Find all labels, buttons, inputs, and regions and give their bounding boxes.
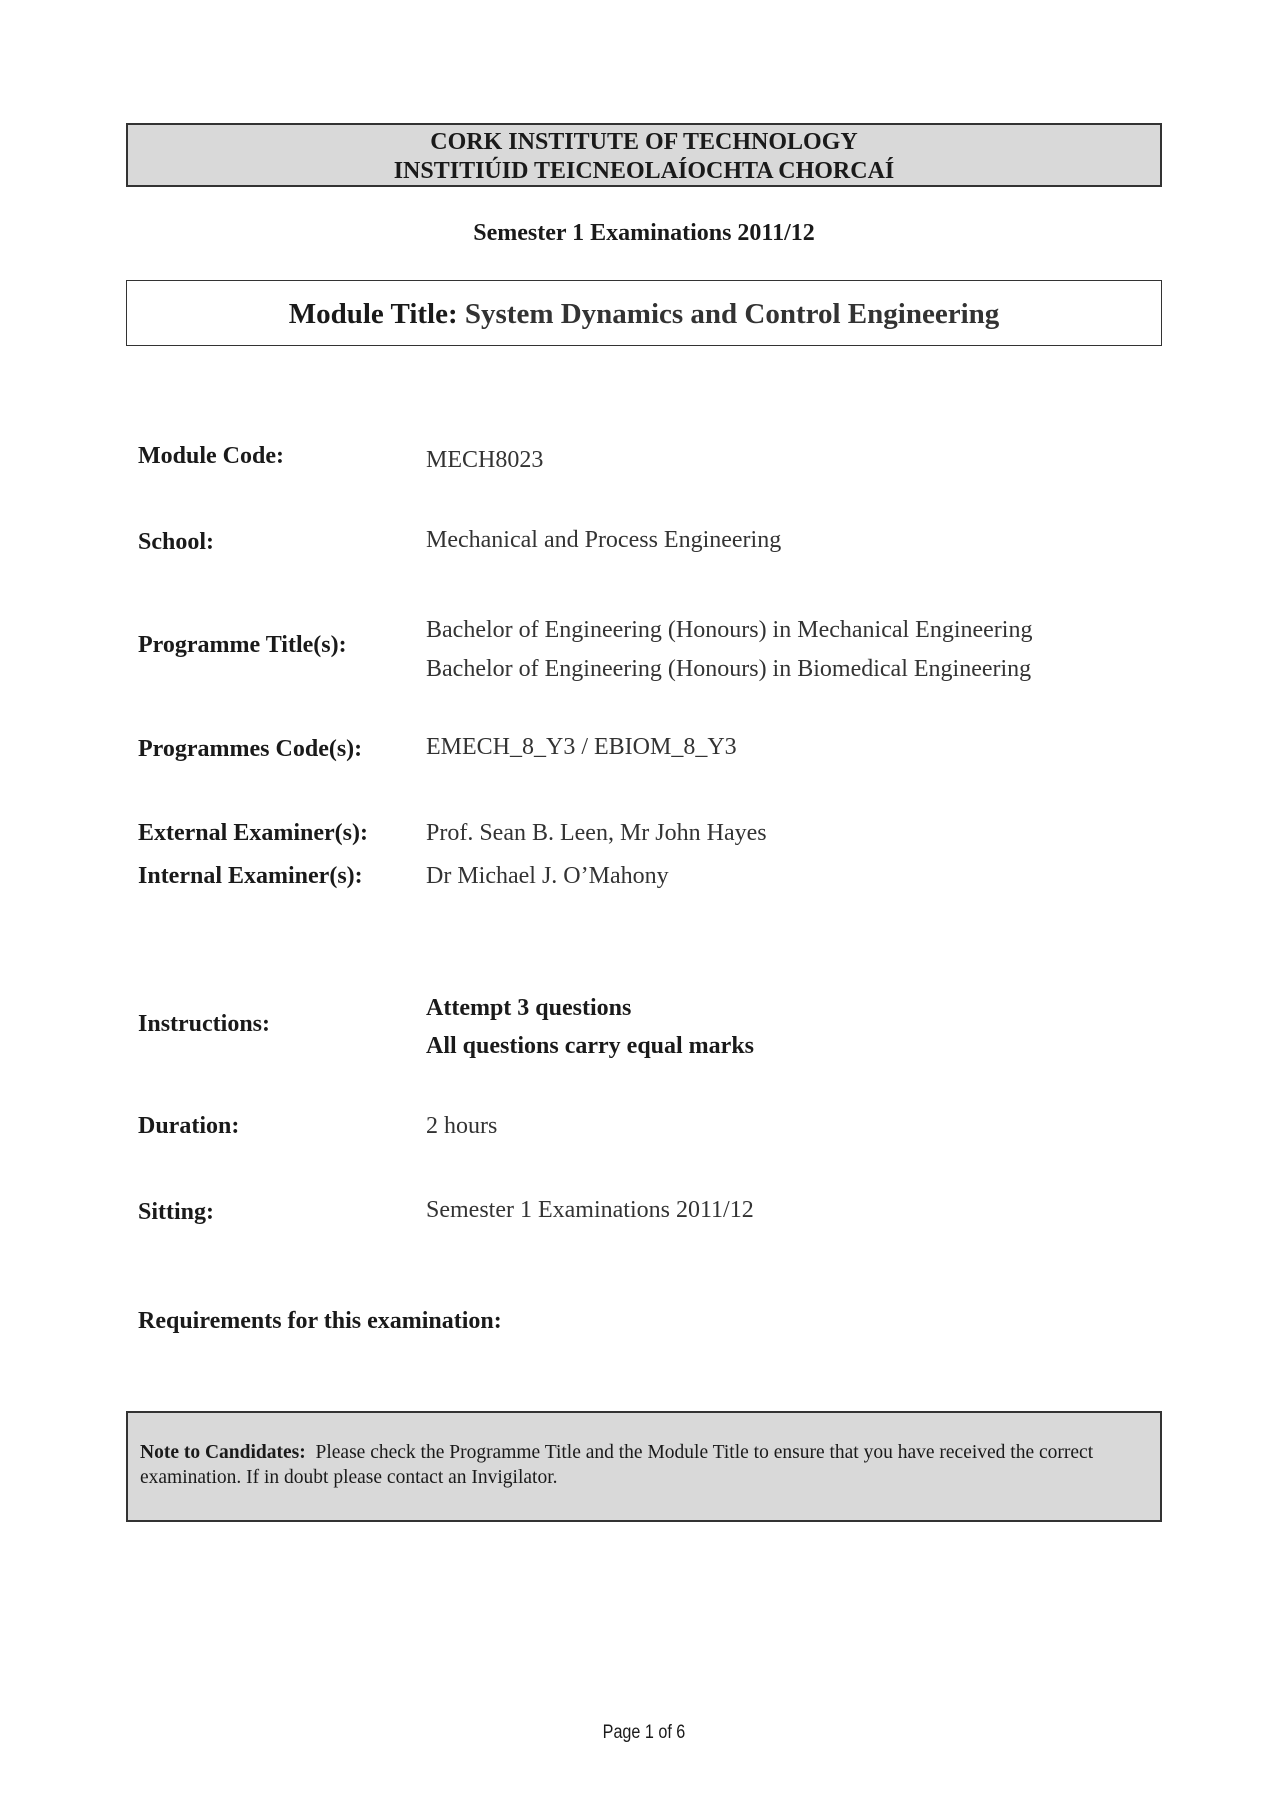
programme-titles-label: Programme Title(s): [138, 632, 347, 658]
external-examiners-label: External Examiner(s): [138, 820, 368, 846]
school-value: Mechanical and Process Engineering [426, 527, 782, 553]
module-title-label: Module Title: [288, 298, 458, 330]
instructions-label: Instructions: [138, 1011, 271, 1037]
instruction-1: Attempt 3 questions [426, 995, 632, 1021]
instruction-2: All questions carry equal marks [426, 1033, 755, 1059]
note-label: Note to Candidates: [140, 1442, 306, 1463]
institution-name-irish: INSTITIÚID TEICNEOLAÍOCHTA CHORCAÍ [393, 158, 895, 184]
module-code-label: Module Code: [138, 443, 284, 469]
programme-title-1: Bachelor of Engineering (Honours) in Mechanical Engineering [426, 617, 1033, 643]
module-title-box [126, 280, 1162, 346]
note-to-candidates-box [126, 1411, 1162, 1522]
duration-value: 2 hours [426, 1113, 498, 1139]
programme-codes-value: EMECH_8_Y3 / EBIOM_8_Y3 [426, 734, 737, 760]
duration-label: Duration: [138, 1113, 240, 1139]
programme-codes-label: Programmes Code(s): [138, 736, 363, 762]
institution-header [126, 123, 1162, 187]
institution-name-english: CORK INSTITUTE OF TECHNOLOGY [430, 129, 858, 155]
module-title-value: System Dynamics and Control Engineering [464, 298, 1000, 330]
note-text: Please check the Programme Title and the Module Title to ensure that you have received the correct examination. If in doubt please contact an Invigilator. [140, 1442, 1094, 1488]
semester-heading: Semester 1 Examinations 2011/12 [473, 220, 815, 246]
sitting-value: Semester 1 Examinations 2011/12 [426, 1197, 754, 1223]
external-examiners-value: Prof. Sean B. Leen, Mr John Hayes [426, 820, 767, 846]
internal-examiners-value: Dr Michael J. O’Mahony [426, 863, 669, 889]
school-label: School: [138, 529, 215, 555]
requirements-label: Requirements for this examination: [138, 1308, 502, 1334]
page-number: Page 1 of 6 [602, 1722, 686, 1743]
internal-examiners-label: Internal Examiner(s): [138, 863, 363, 889]
module-code-value: MECH8023 [426, 447, 544, 473]
programme-title-2: Bachelor of Engineering (Honours) in Biomedical Engineering [426, 656, 1032, 682]
sitting-label: Sitting: [138, 1199, 215, 1225]
